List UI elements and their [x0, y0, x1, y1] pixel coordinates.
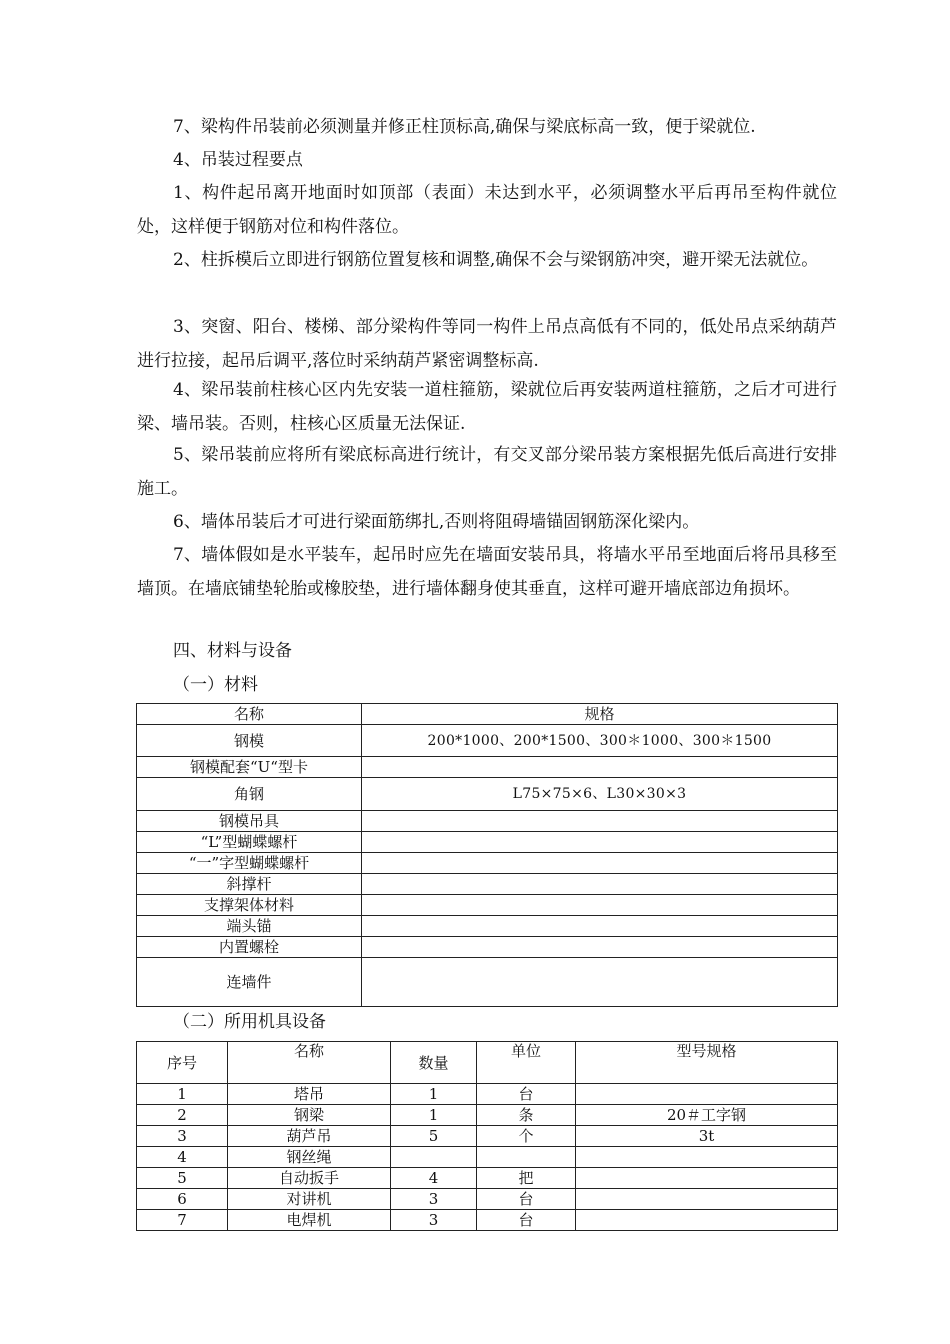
cell-model: 3t: [576, 1126, 838, 1147]
cell-no: 7: [137, 1210, 228, 1231]
cell-unit: 把: [477, 1168, 576, 1189]
header-cell: 数量: [391, 1042, 477, 1084]
table-row: [137, 937, 838, 958]
cell-model: [576, 1210, 838, 1231]
material-name-cell: 钢模吊具: [137, 811, 362, 832]
table-row: [137, 874, 838, 895]
cell-name: 钢丝绳: [228, 1147, 391, 1168]
cell-unit: 台: [477, 1210, 576, 1231]
section-heading-lifting-points: 4、吊装过程要点: [173, 150, 303, 170]
material-name-cell: 支撑架体材料: [137, 895, 362, 916]
cell-qty: 1: [391, 1105, 477, 1126]
material-name-cell: 端头锚: [137, 916, 362, 937]
header-cell: 名称: [228, 1042, 391, 1084]
header-cell: 型号规格: [576, 1042, 838, 1084]
table-row: [137, 1210, 838, 1231]
paragraph-lift-7: 7、墙体假如是水平装车，起吊时应先在墙面安装吊具，将墙水平吊至地面后将吊具移至墙顶。在墙底铺垫轮胎或橡胶垫，进行墙体翻身使其垂直，这样可避开墙底部边角损坏。: [137, 545, 837, 599]
cell-model: [576, 1084, 838, 1105]
table-row: [137, 916, 838, 937]
material-spec-cell: [362, 874, 838, 895]
cell-qty: 4: [391, 1168, 477, 1189]
header-cell: 名称: [137, 704, 362, 725]
material-name-cell: 角钢: [137, 778, 362, 811]
table-row: [137, 1147, 838, 1168]
cell-unit: 台: [477, 1084, 576, 1105]
cell-qty: 1: [391, 1084, 477, 1105]
material-name-cell: 斜撑杆: [137, 874, 362, 895]
material-spec-cell: [362, 757, 838, 778]
cell-name: 葫芦吊: [228, 1126, 391, 1147]
paragraph-lift-3: 3、突窗、阳台、楼梯、部分梁构件等同一构件上吊点高低有不同的，低处吊点采纳葫芦进行拉接，起吊后调平,落位时采纳葫芦紧密调整标高.: [137, 317, 837, 371]
table-row: [137, 1084, 838, 1105]
paragraph-lift-6: 6、墙体吊装后才可进行梁面筋绑扎,否则将阻碍墙锚固钢筋深化梁内。: [173, 512, 700, 532]
cell-unit: 个: [477, 1126, 576, 1147]
cell-model: [576, 1147, 838, 1168]
materials-table: [136, 703, 838, 1007]
paragraph-lift-2: 2、柱拆模后立即进行钢筋位置复核和调整,确保不会与梁钢筋冲突，避开梁无法就位。: [173, 250, 819, 270]
cell-name: 电焊机: [228, 1210, 391, 1231]
cell-no: 1: [137, 1084, 228, 1105]
cell-name: 对讲机: [228, 1189, 391, 1210]
table-row: [137, 832, 838, 853]
cell-model: [576, 1168, 838, 1189]
cell-unit: 台: [477, 1189, 576, 1210]
subheading-materials: （一）材料: [173, 675, 258, 695]
paragraph-lift-1: 1、构件起吊离开地面时如顶部（表面）未达到水平，必须调整水平后再吊至构件就位处，这样便于钢筋对位和构件落位。: [137, 183, 837, 237]
header-cell: 序号: [137, 1042, 228, 1084]
cell-model: [576, 1189, 838, 1210]
material-spec-cell: [362, 937, 838, 958]
material-name-cell: “L”型蝴蝶螺杆: [137, 832, 362, 853]
cell-model: 20＃工字钢: [576, 1105, 838, 1126]
paragraph-lift-5: 5、梁吊装前应将所有梁底标高进行统计，有交叉部分梁吊装方案根据先低后高进行安排施工。: [137, 445, 837, 499]
table-row: [137, 1189, 838, 1210]
cell-qty: 3: [391, 1189, 477, 1210]
material-name-cell: 钢模配套“U“型卡: [137, 757, 362, 778]
cell-qty: 5: [391, 1126, 477, 1147]
material-spec-cell: [362, 832, 838, 853]
cell-no: 5: [137, 1168, 228, 1189]
cell-no: 4: [137, 1147, 228, 1168]
material-name-cell: 内置螺栓: [137, 937, 362, 958]
table-row: [137, 853, 838, 874]
section-heading-materials-equipment: 四、材料与设备: [173, 641, 292, 661]
cell-no: 3: [137, 1126, 228, 1147]
table-row: [137, 1168, 838, 1189]
cell-no: 6: [137, 1189, 228, 1210]
material-spec-cell: [362, 811, 838, 832]
material-spec-cell: [362, 916, 838, 937]
material-spec-cell: 200*1000、200*1500、300＊1000、300＊1500: [362, 725, 838, 757]
table-row: [137, 725, 838, 757]
material-name-cell: “一”字型蝴蝶螺杆: [137, 853, 362, 874]
cell-qty: [391, 1147, 477, 1168]
material-spec-cell: [362, 958, 838, 1007]
paragraph-beam-elevation: 7、梁构件吊装前必须测量并修正柱顶标高,确保与梁底标高一致，便于梁就位.: [173, 117, 756, 137]
cell-qty: 3: [391, 1210, 477, 1231]
table-row: [137, 1105, 838, 1126]
material-spec-cell: L75×75×6、L30×30×3: [362, 778, 838, 811]
table-header-row: [137, 1042, 838, 1084]
table-row: [137, 895, 838, 916]
table-row: [137, 958, 838, 1007]
material-name-cell: 连墙件: [137, 958, 362, 1007]
header-cell: 单位: [477, 1042, 576, 1084]
table-row: [137, 778, 838, 811]
cell-unit: 条: [477, 1105, 576, 1126]
paragraph-lift-4: 4、梁吊装前柱核心区内先安装一道柱箍筋，梁就位后再安装两道柱箍筋，之后才可进行梁、墙吊装。否则，柱核心区质量无法保证.: [137, 380, 837, 434]
cell-no: 2: [137, 1105, 228, 1126]
material-spec-cell: [362, 853, 838, 874]
cell-unit: [477, 1147, 576, 1168]
table-header-row: [137, 704, 838, 725]
equipment-table: [136, 1041, 838, 1231]
subheading-equipment: （二）所用机具设备: [173, 1012, 326, 1032]
cell-name: 塔吊: [228, 1084, 391, 1105]
header-cell: 规格: [362, 704, 838, 725]
cell-name: 自动扳手: [228, 1168, 391, 1189]
table-row: [137, 757, 838, 778]
table-row: [137, 1126, 838, 1147]
table-row: [137, 811, 838, 832]
material-spec-cell: [362, 895, 838, 916]
cell-name: 钢梁: [228, 1105, 391, 1126]
material-name-cell: 钢模: [137, 725, 362, 757]
